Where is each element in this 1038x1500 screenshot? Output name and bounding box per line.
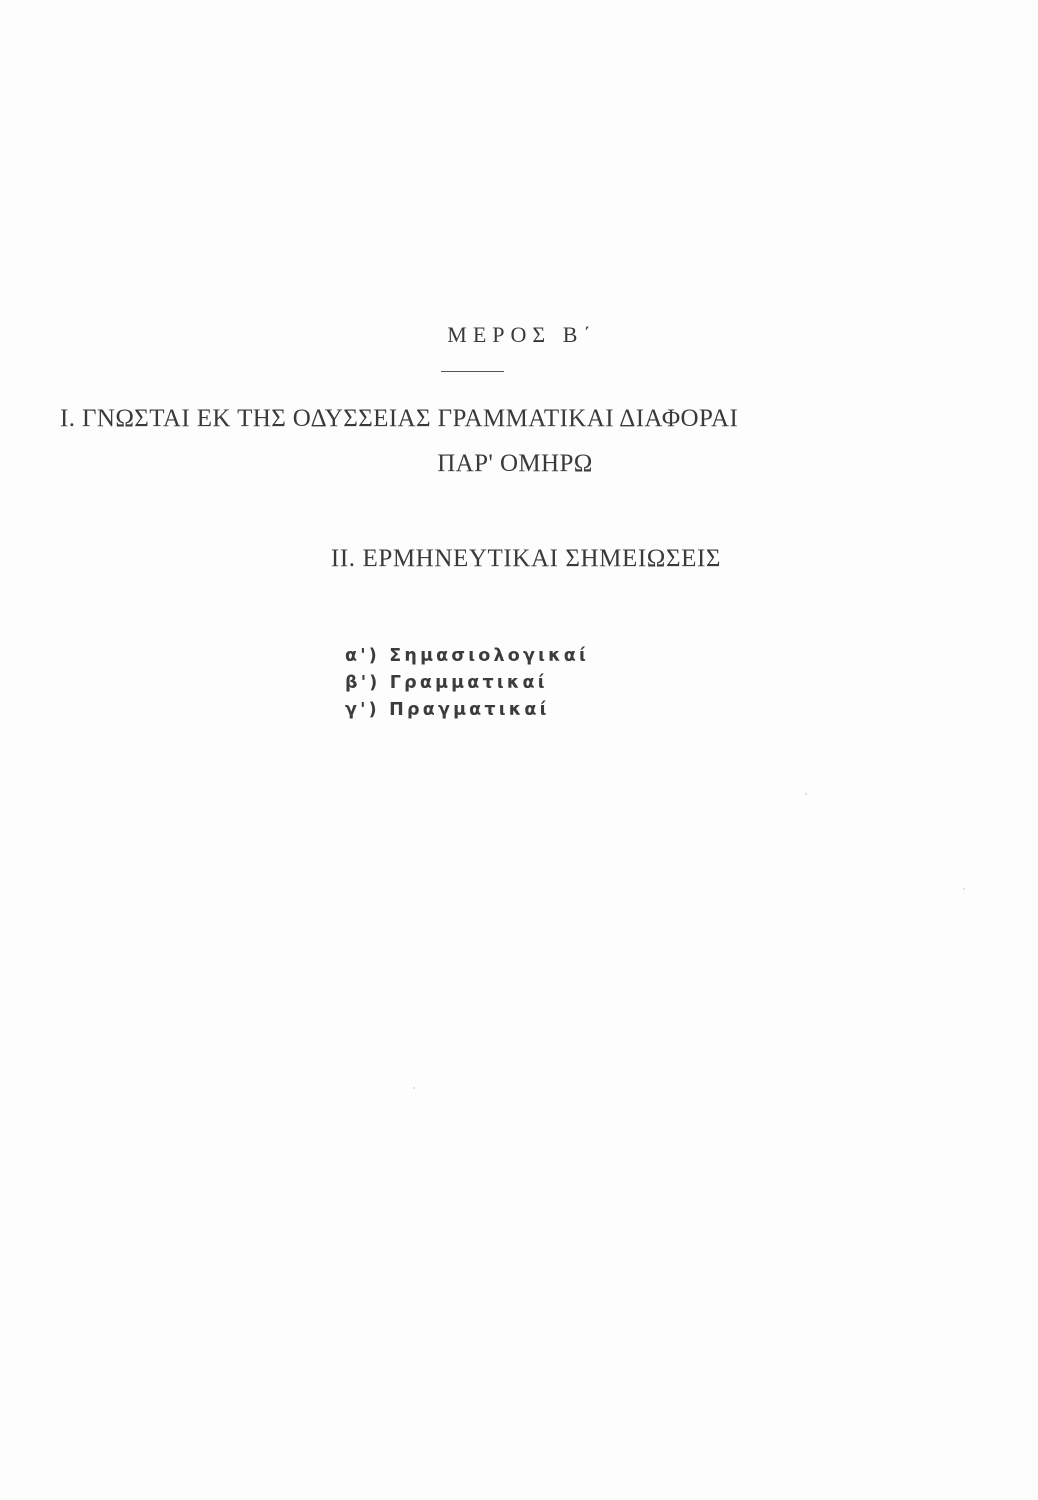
section-two-heading: ΙΙ. ΕΡΜΗΝΕΥΤΙΚΑΙ ΣΗΜΕΙΩΣΕΙΣ [330,545,722,572]
subsection-list [345,643,589,724]
section-one-heading-line2: ΠΑΡ' ΟΜΗΡΩ [437,450,593,477]
part-title: ΜΕΡΟΣ Β΄ [447,322,597,347]
section-one-heading-line1: Ι. ΓΝΩΣΤΑΙ ΕΚ ΤΗΣ ΟΔΥΣΣΕΙΑΣ ΓΡΑΜΜΑΤΙΚΑΙ ΔΙΑΦΟΡΑΙ [60,405,739,432]
subsection-item: α') Σημασιολογικαί [345,646,589,666]
title-divider [441,371,504,372]
subsection-item: γ') Πραγματικαί [345,700,550,720]
paper-speck [963,888,965,890]
paper-speck [413,1087,415,1089]
paper-speck [805,793,807,795]
subsection-item: β') Γραμματικαί [345,673,548,693]
